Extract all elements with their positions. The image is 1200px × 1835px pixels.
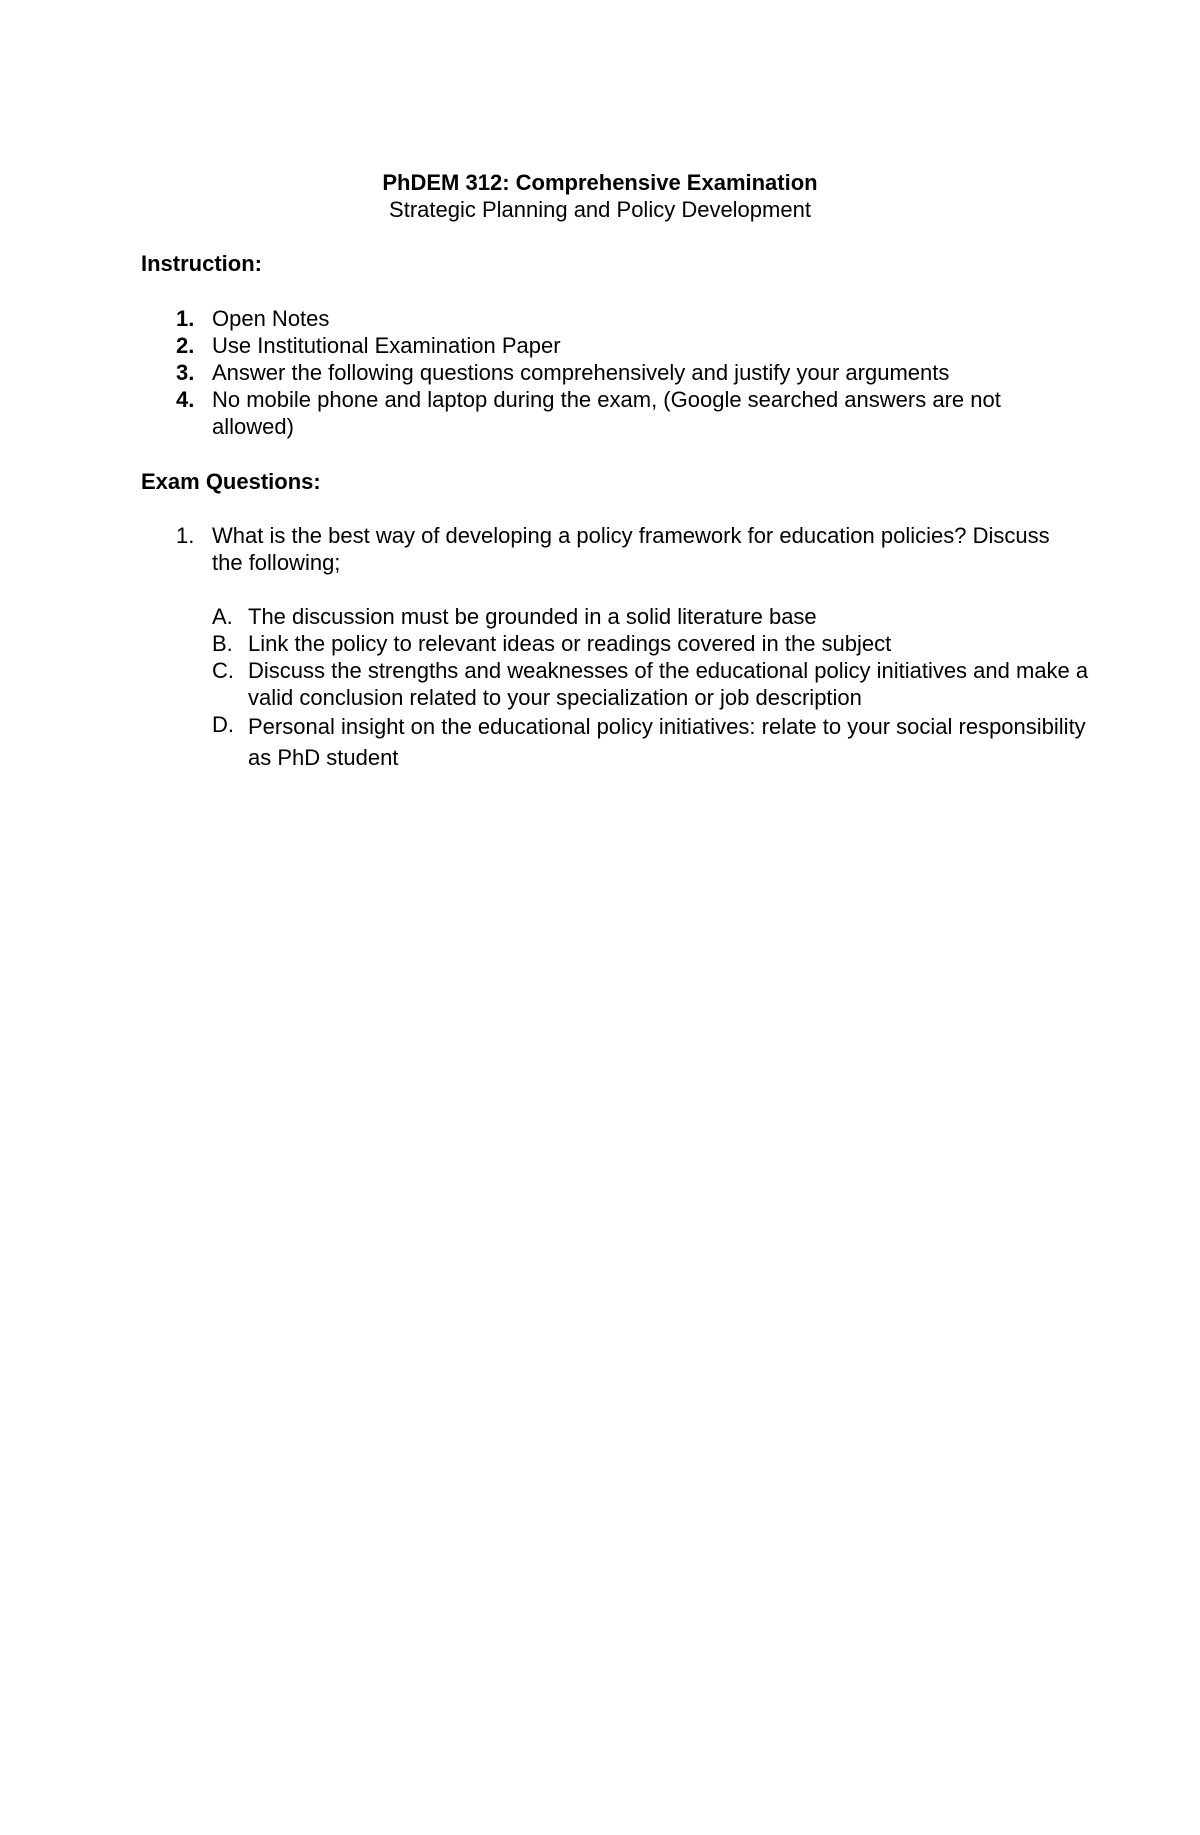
question-list <box>0 522 1200 773</box>
sub-item-letter: C. <box>212 658 234 683</box>
question-item <box>0 522 1200 773</box>
question-text: What is the best way of developing a policy framework for education policies? Discuss the following; <box>212 523 1050 575</box>
sub-item <box>212 603 1200 630</box>
sub-item <box>212 630 1200 657</box>
exam-questions-heading: Exam Questions: <box>141 469 321 494</box>
instruction-item <box>0 332 1200 359</box>
instruction-item <box>0 386 1200 440</box>
instruction-list <box>0 305 1200 440</box>
instruction-item <box>0 305 1200 332</box>
sub-item-text: Discuss the strengths and weaknesses of the educational policy initiatives and make a valid conclusion related to your specialization or job description <box>248 658 1089 710</box>
sub-item-letter: B. <box>212 631 233 656</box>
instruction-number: 4. <box>176 387 195 412</box>
sub-item <box>212 711 1200 773</box>
instruction-number: 3. <box>176 360 195 385</box>
instruction-number: 1. <box>176 306 195 331</box>
sub-item-text: Personal insight on the educational policy initiatives: relate to your social responsibility as PhD student <box>248 714 1086 770</box>
sub-item-text: Link the policy to relevant ideas or readings covered in the subject <box>248 631 892 656</box>
document-subtitle: Strategic Planning and Policy Development <box>389 197 811 222</box>
instruction-text: Use Institutional Examination Paper <box>212 333 561 358</box>
sub-item-letter: D. <box>212 712 234 737</box>
sub-item-letter: A. <box>212 604 233 629</box>
instruction-text: Open Notes <box>212 306 330 331</box>
sub-item-text: The discussion must be grounded in a solid literature base <box>248 604 817 629</box>
question-number: 1. <box>176 523 195 548</box>
instruction-number: 2. <box>176 333 195 358</box>
title-block <box>0 169 1200 223</box>
instruction-text: Answer the following questions comprehensively and justify your arguments <box>212 360 950 385</box>
document-title: PhDEM 312: Comprehensive Examination <box>382 170 818 195</box>
sub-item <box>212 657 1200 711</box>
instruction-heading: Instruction: <box>141 251 262 276</box>
instruction-text: No mobile phone and laptop during the exam, (Google searched answers are not allowed) <box>212 387 1001 439</box>
question-sub-list <box>212 603 1200 773</box>
instruction-item <box>0 359 1200 386</box>
